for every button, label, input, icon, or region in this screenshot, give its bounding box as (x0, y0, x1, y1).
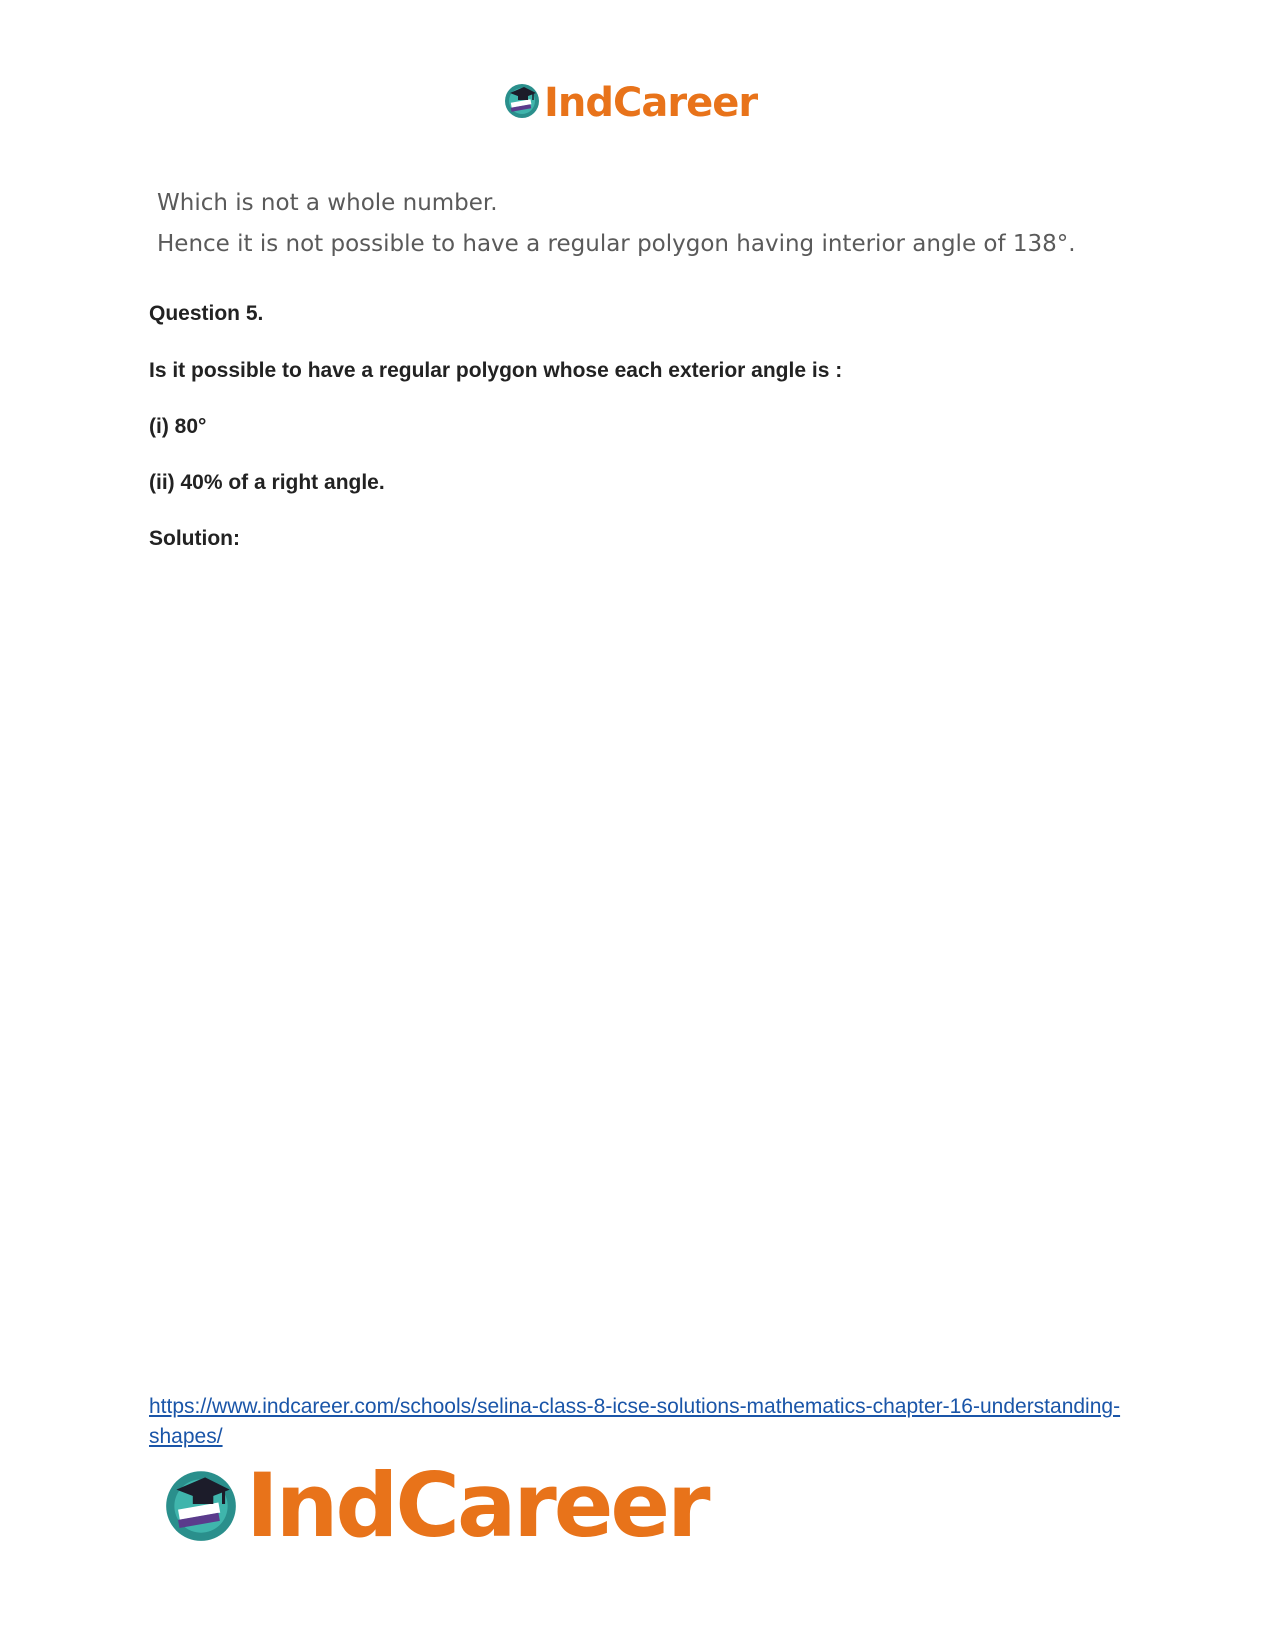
snippet-line-2: Hence it is not possible to have a regular polygon having interior angle of 138°. (157, 231, 1076, 257)
logo-text: IndCareer (246, 1454, 708, 1557)
header-logo (502, 80, 757, 125)
snippet-line-1: Which is not a whole number. (157, 190, 498, 216)
footer-logo (160, 1454, 708, 1557)
graduation-cap-books-icon (502, 80, 542, 125)
graduation-cap-books-icon (160, 1463, 242, 1550)
footer-url-link[interactable]: https://www.indcareer.com/schools/selina-class-8-icse-solutions-mathematics-chapter-16-understanding-shapes/ (149, 1395, 1121, 1448)
question-part-1: (i) 80° (149, 415, 207, 438)
logo-text: IndCareer (544, 79, 758, 126)
question-title: Question 5. (149, 302, 264, 325)
question-text: Is it possible to have a regular polygon whose each exterior angle is : (149, 359, 843, 382)
solution-label: Solution: (149, 527, 240, 550)
question-part-2: (ii) 40% of a right angle. (149, 471, 385, 494)
